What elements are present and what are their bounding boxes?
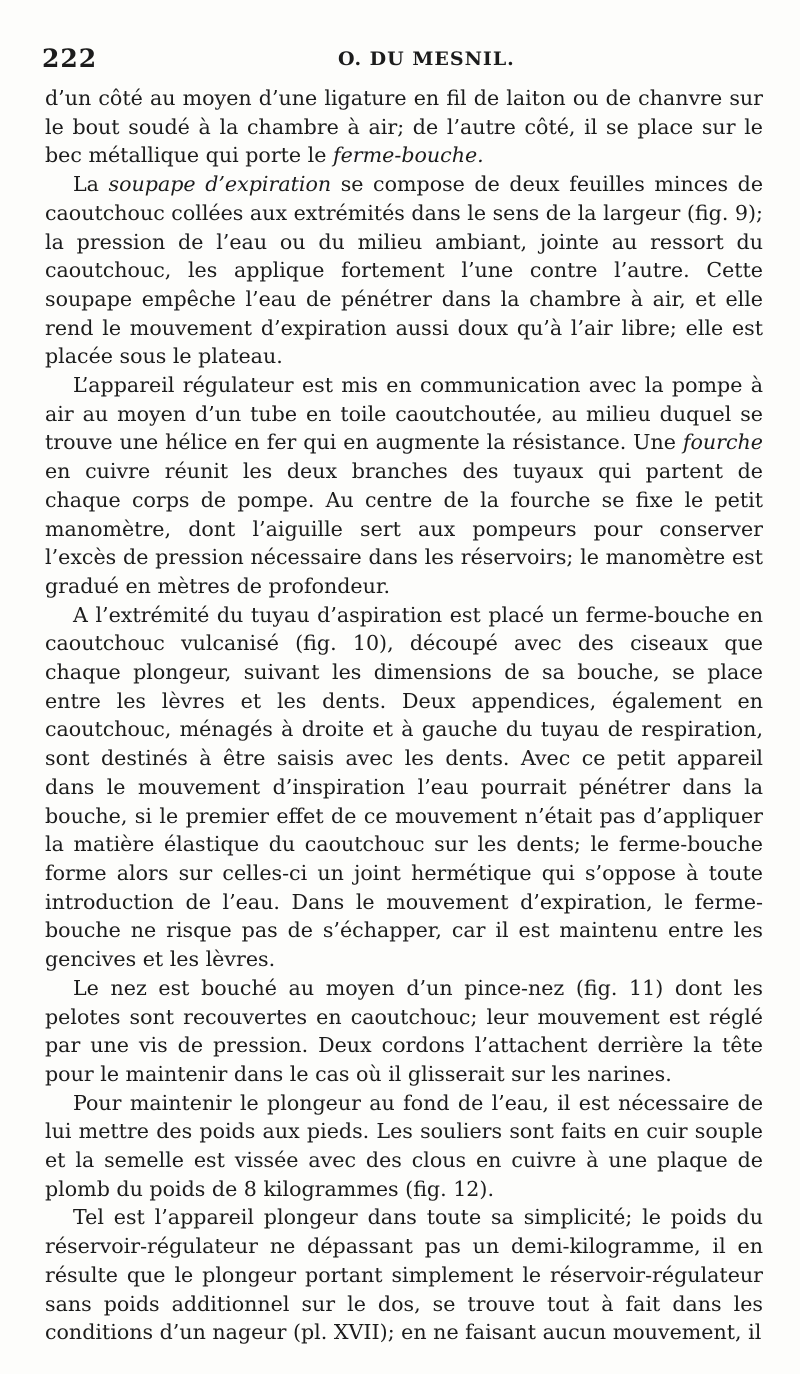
paragraph-7: Tel est l’appareil plongeur dans toute sa simplicité; le poids du réservoir-régulateur ne dépassant pas un demi-kilogramme, il en résulte que le plongeur portant simplement le réservoir-régulateur sans poids additionnel sur le dos, se trouve tout à fait dans les conditions d’un nageur (pl. XVII); en ne faisant aucun mouvement, il <box>45 1205 763 1345</box>
paragraph-1-italic: ferme-bouche. <box>333 143 484 168</box>
paragraph-3-text-a: L’appareil régulateur est mis en communication avec la pompe à air au moyen d’un tube en toile caoutchoutée, au milieu duquel se trouve une hélice en fer qui en augmente la résistance. Une <box>45 373 763 455</box>
paragraph-3-text-b: en cuivre réunit les deux branches des tuyaux qui partent de chaque corps de pompe. Au centre de la fourche se fixe le petit manomètre, dont l’aiguille sert aux pompeurs pour conserver l’excès de pression nécessaire dans les réservoirs; le manomètre est gradué en mètres de profondeur. <box>45 459 763 598</box>
paragraph-2-text-b: se compose de deux feuilles minces de caoutchouc collées aux extrémités dans le sens de la largeur (fig. 9); la pression de l’eau ou du milieu ambiant, jointe au ressort du caoutchouc, les applique fortement l’une contre l’autre. Cette soupape empêche l’eau de pénétrer dans la chambre à air, et elle rend le mouvement d’expiration aussi doux qu’à l’air libre; elle est placée sous le plateau. <box>45 172 764 369</box>
paragraph-6: Pour maintenir le plongeur au fond de l’eau, il est nécessaire de lui mettre des poids aux pieds. Les souliers sont faits en cuir souple et la semelle est vissée avec des clous en cuivre à une plaque de plomb du poids de 8 kilogrammes (fig. 12). <box>45 1090 763 1201</box>
page-number: 222 <box>42 44 98 73</box>
paragraph-1-text: d’un côté au moyen d’une ligature en fil de laiton ou de chanvre sur le bout soudé à la chambre à air; de l’autre côté, il se place sur le bec métallique qui porte le <box>45 86 763 168</box>
running-head-author: O. DU MESNIL. <box>338 48 515 70</box>
paragraph-2 <box>45 170 763 371</box>
running-header <box>42 44 760 78</box>
paragraph-2-text-a: La <box>73 172 109 197</box>
paragraph-3-italic: fourche <box>682 430 763 455</box>
paragraph-1 <box>45 84 763 170</box>
paragraph-5: Le nez est bouché au moyen d’un pince-nez (fig. 11) dont les pelotes sont recouvertes en caoutchouc; leur mouvement est réglé par une vis de pression. Deux cordons l’attachent derrière la tête pour le maintenir dans le cas où il glisserait sur les narines. <box>45 975 763 1086</box>
paragraph-4: A l’extrémité du tuyau d’aspiration est placé un ferme-bouche en caoutchouc vulcanisé (fig. 10), découpé avec des ciseaux que chaque plongeur, suivant les dimensions de sa bouche, se place entre les lèvres et les dents. Deux appendices, également en caoutchouc, ménagés à droite et à gauche du tuyau de respiration, sont destinés à être saisis avec les dents. Avec ce petit appareil dans le mouvement d’inspiration l’eau pourrait pénétrer dans la bouche, si le premier effet de ce mouvement n’était pas d’appliquer la matière élastique du caoutchouc sur les dents; le ferme-bouche forme alors sur celles-ci un joint hermétique qui s’oppose à toute introduction de l’eau. Dans le mouvement d’expiration, le ferme-bouche ne risque pas de s’échapper, car il est maintenu entre les gencives et les lèvres. <box>45 602 763 972</box>
paragraph-2-italic: soupape d’expiration <box>108 172 332 197</box>
paragraph-3 <box>45 371 763 601</box>
body-text <box>45 84 763 1347</box>
